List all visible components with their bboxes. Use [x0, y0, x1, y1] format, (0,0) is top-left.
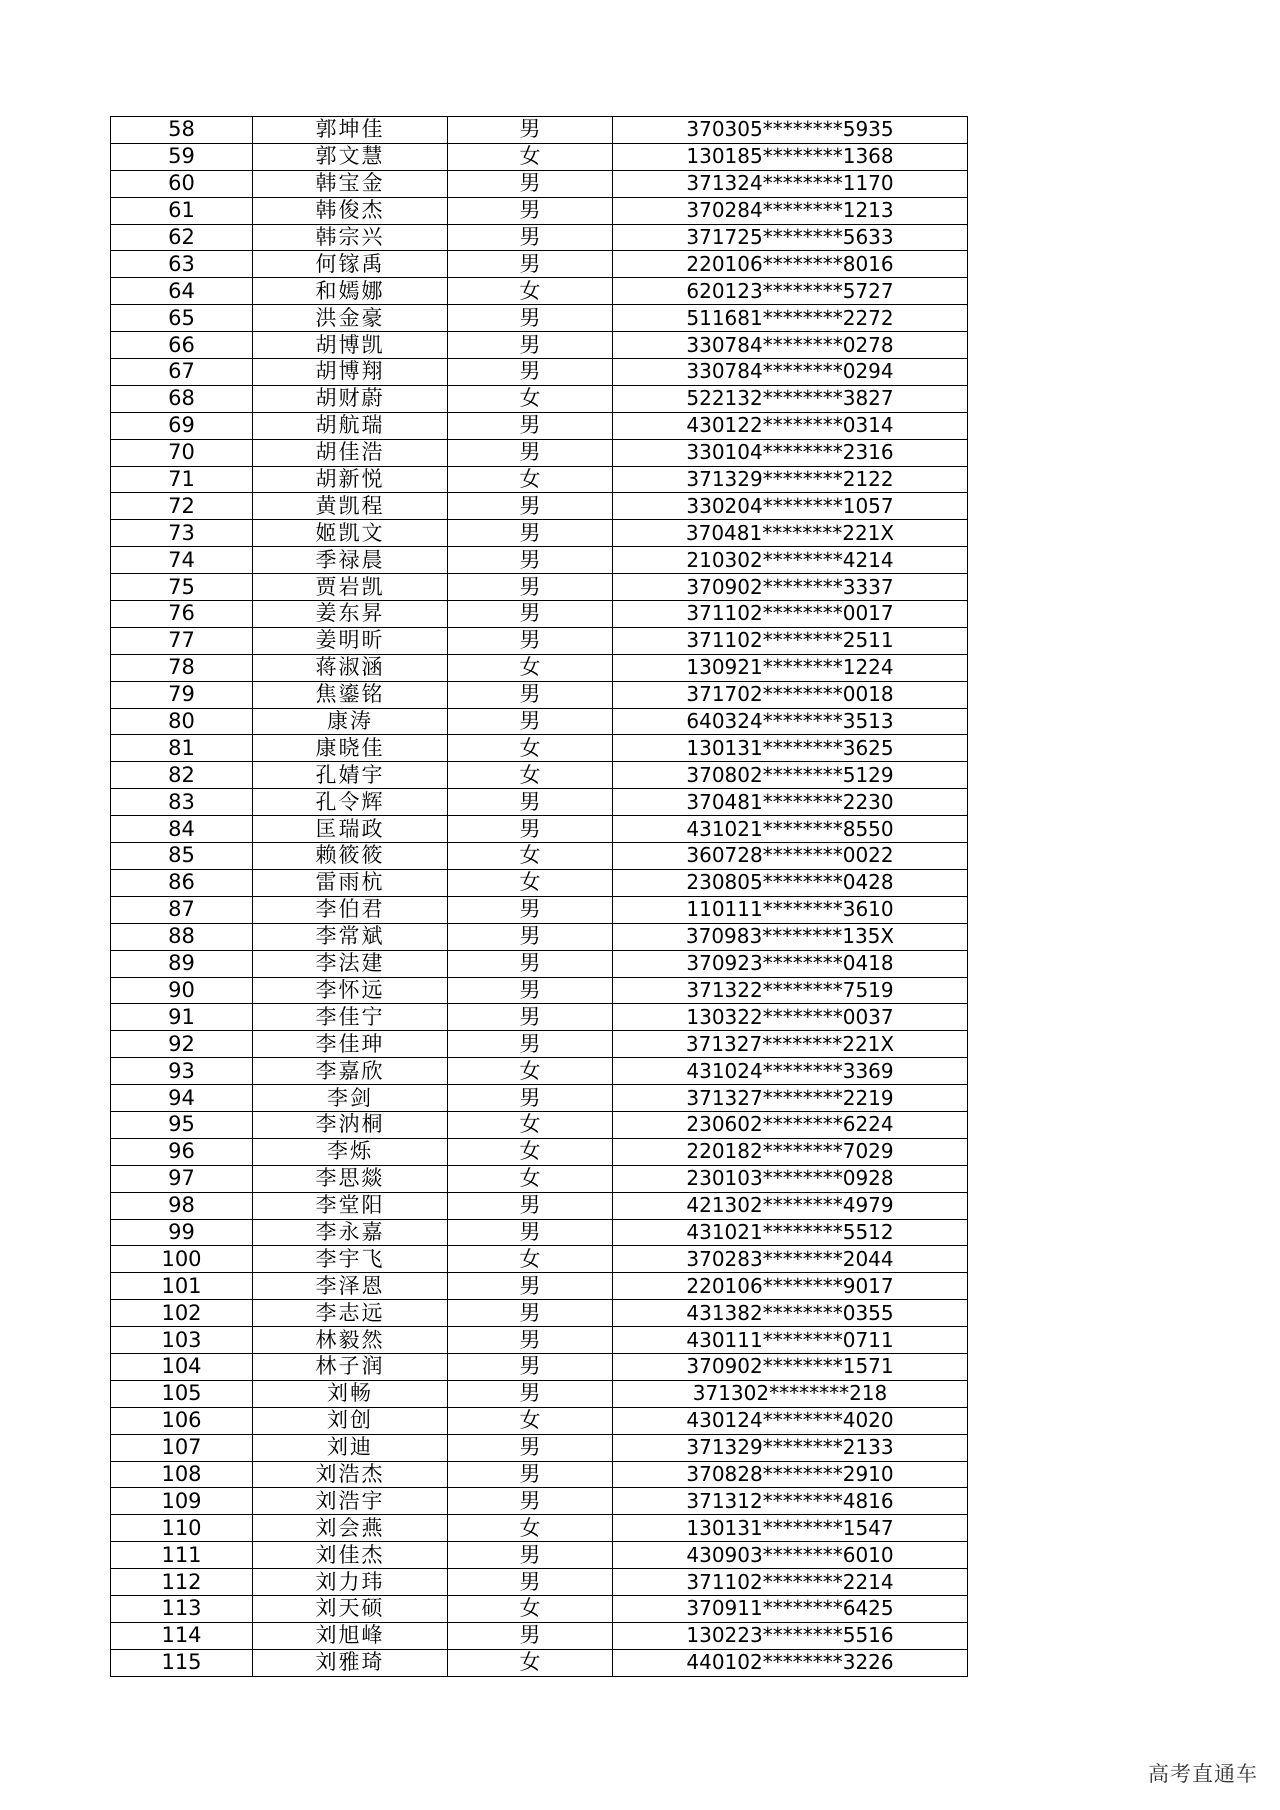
gender-cell: 男	[448, 1542, 613, 1569]
id-number-cell: 370284********1213	[613, 197, 968, 224]
gender-cell: 男	[448, 977, 613, 1004]
row-number-cell: 68	[111, 385, 253, 412]
table-row	[111, 950, 968, 977]
table-row	[111, 1380, 968, 1407]
row-number-cell: 76	[111, 601, 253, 628]
row-number-cell: 66	[111, 332, 253, 359]
student-name-cell: 孔婧宇	[253, 762, 448, 789]
id-number-cell: 370923********0418	[613, 950, 968, 977]
student-name-cell: 洪金豪	[253, 305, 448, 332]
table-row	[111, 843, 968, 870]
table-row	[111, 359, 968, 386]
row-number-cell: 111	[111, 1542, 253, 1569]
gender-cell: 男	[448, 1085, 613, 1112]
row-number-cell: 91	[111, 1004, 253, 1031]
id-number-cell: 230805********0428	[613, 869, 968, 896]
table-row	[111, 1649, 968, 1676]
id-number-cell: 430122********0314	[613, 412, 968, 439]
table-row	[111, 1407, 968, 1434]
table-row	[111, 1273, 968, 1300]
row-number-cell: 84	[111, 816, 253, 843]
student-name-cell: 胡博凯	[253, 332, 448, 359]
id-number-cell: 371312********4816	[613, 1488, 968, 1515]
table-row	[111, 439, 968, 466]
row-number-cell: 110	[111, 1515, 253, 1542]
gender-cell: 男	[448, 1622, 613, 1649]
id-number-cell: 370481********221X	[613, 520, 968, 547]
student-name-cell: 刘会燕	[253, 1515, 448, 1542]
table-row	[111, 278, 968, 305]
id-number-cell: 130131********3625	[613, 735, 968, 762]
student-name-cell: 林毅然	[253, 1327, 448, 1354]
id-number-cell: 220106********8016	[613, 251, 968, 278]
row-number-cell: 67	[111, 359, 253, 386]
row-number-cell: 83	[111, 789, 253, 816]
student-name-cell: 李佳珅	[253, 1031, 448, 1058]
id-number-cell: 330784********0278	[613, 332, 968, 359]
student-name-cell: 李佳宁	[253, 1004, 448, 1031]
id-number-cell: 230103********0928	[613, 1165, 968, 1192]
student-name-cell: 刘佳杰	[253, 1542, 448, 1569]
id-number-cell: 220106********9017	[613, 1273, 968, 1300]
student-name-cell: 李宇飞	[253, 1246, 448, 1273]
id-number-cell: 431382********0355	[613, 1300, 968, 1327]
table-row	[111, 547, 968, 574]
student-name-cell: 李常斌	[253, 923, 448, 950]
row-number-cell: 100	[111, 1246, 253, 1273]
row-number-cell: 86	[111, 869, 253, 896]
student-name-cell: 李永嘉	[253, 1219, 448, 1246]
row-number-cell: 71	[111, 466, 253, 493]
table-row	[111, 197, 968, 224]
student-name-cell: 郭文慧	[253, 143, 448, 170]
id-number-cell: 330204********1057	[613, 493, 968, 520]
id-number-cell: 360728********0022	[613, 843, 968, 870]
gender-cell: 男	[448, 681, 613, 708]
gender-cell: 男	[448, 601, 613, 628]
row-number-cell: 82	[111, 762, 253, 789]
table-row	[111, 117, 968, 144]
student-name-cell: 李怀远	[253, 977, 448, 1004]
student-name-cell: 康晓佳	[253, 735, 448, 762]
row-number-cell: 95	[111, 1111, 253, 1138]
table-row	[111, 654, 968, 681]
row-number-cell: 99	[111, 1219, 253, 1246]
gender-cell: 男	[448, 708, 613, 735]
student-name-cell: 李思燚	[253, 1165, 448, 1192]
table-row	[111, 762, 968, 789]
student-name-cell: 刘雅琦	[253, 1649, 448, 1676]
table-row	[111, 1085, 968, 1112]
id-number-cell: 371327********221X	[613, 1031, 968, 1058]
row-number-cell: 78	[111, 654, 253, 681]
gender-cell: 男	[448, 574, 613, 601]
gender-cell: 男	[448, 1192, 613, 1219]
gender-cell: 男	[448, 1300, 613, 1327]
row-number-cell: 98	[111, 1192, 253, 1219]
row-number-cell: 89	[111, 950, 253, 977]
student-name-cell: 胡博翔	[253, 359, 448, 386]
table-row	[111, 1219, 968, 1246]
table-row	[111, 1515, 968, 1542]
row-number-cell: 113	[111, 1595, 253, 1622]
table-row	[111, 332, 968, 359]
row-number-cell: 106	[111, 1407, 253, 1434]
table-row	[111, 708, 968, 735]
gender-cell: 男	[448, 224, 613, 251]
row-number-cell: 58	[111, 117, 253, 144]
gender-cell: 男	[448, 1380, 613, 1407]
student-name-cell: 蒋淑涵	[253, 654, 448, 681]
table-row	[111, 574, 968, 601]
student-name-cell: 胡财蔚	[253, 385, 448, 412]
id-number-cell: 210302********4214	[613, 547, 968, 574]
roster-table	[110, 116, 968, 1677]
row-number-cell: 70	[111, 439, 253, 466]
student-name-cell: 李堂阳	[253, 1192, 448, 1219]
table-row	[111, 1138, 968, 1165]
student-name-cell: 康涛	[253, 708, 448, 735]
id-number-cell: 440102********3226	[613, 1649, 968, 1676]
student-name-cell: 林子润	[253, 1353, 448, 1380]
id-number-cell: 371324********1170	[613, 170, 968, 197]
table-row	[111, 816, 968, 843]
id-number-cell: 370983********135X	[613, 923, 968, 950]
gender-cell: 男	[448, 950, 613, 977]
id-number-cell: 370911********6425	[613, 1595, 968, 1622]
table-row	[111, 1004, 968, 1031]
student-name-cell: 何镓禹	[253, 251, 448, 278]
id-number-cell: 371329********2133	[613, 1434, 968, 1461]
row-number-cell: 94	[111, 1085, 253, 1112]
gender-cell: 男	[448, 1031, 613, 1058]
gender-cell: 男	[448, 170, 613, 197]
row-number-cell: 103	[111, 1327, 253, 1354]
student-name-cell: 胡佳浩	[253, 439, 448, 466]
watermark-text: 高考直通车	[1148, 1762, 1258, 1786]
table-row	[111, 466, 968, 493]
table-row	[111, 681, 968, 708]
student-name-cell: 姜明昕	[253, 627, 448, 654]
row-number-cell: 74	[111, 547, 253, 574]
gender-cell: 男	[448, 1004, 613, 1031]
table-row	[111, 1595, 968, 1622]
row-number-cell: 81	[111, 735, 253, 762]
student-name-cell: 姬凯文	[253, 520, 448, 547]
student-name-cell: 李剑	[253, 1085, 448, 1112]
table-row	[111, 1569, 968, 1596]
row-number-cell: 64	[111, 278, 253, 305]
id-number-cell: 640324********3513	[613, 708, 968, 735]
gender-cell: 女	[448, 1058, 613, 1085]
id-number-cell: 371302********218	[613, 1380, 968, 1407]
gender-cell: 女	[448, 278, 613, 305]
student-name-cell: 刘浩杰	[253, 1461, 448, 1488]
table-row	[111, 251, 968, 278]
id-number-cell: 220182********7029	[613, 1138, 968, 1165]
student-name-cell: 郭坤佳	[253, 117, 448, 144]
gender-cell: 女	[448, 843, 613, 870]
gender-cell: 男	[448, 359, 613, 386]
id-number-cell: 330784********0294	[613, 359, 968, 386]
gender-cell: 男	[448, 1434, 613, 1461]
table-row	[111, 1246, 968, 1273]
id-number-cell: 431021********8550	[613, 816, 968, 843]
gender-cell: 男	[448, 1461, 613, 1488]
gender-cell: 男	[448, 493, 613, 520]
table-row	[111, 627, 968, 654]
student-name-cell: 和嫣娜	[253, 278, 448, 305]
student-name-cell: 季禄晨	[253, 547, 448, 574]
row-number-cell: 85	[111, 843, 253, 870]
gender-cell: 女	[448, 1111, 613, 1138]
gender-cell: 女	[448, 1246, 613, 1273]
id-number-cell: 371322********7519	[613, 977, 968, 1004]
student-name-cell: 李汭桐	[253, 1111, 448, 1138]
id-number-cell: 430111********0711	[613, 1327, 968, 1354]
table-row	[111, 1353, 968, 1380]
student-name-cell: 刘畅	[253, 1380, 448, 1407]
gender-cell: 女	[448, 869, 613, 896]
row-number-cell: 112	[111, 1569, 253, 1596]
table-row	[111, 1031, 968, 1058]
table-row	[111, 789, 968, 816]
gender-cell: 男	[448, 197, 613, 224]
student-name-cell: 匡瑞政	[253, 816, 448, 843]
gender-cell: 男	[448, 305, 613, 332]
student-name-cell: 胡航瑞	[253, 412, 448, 439]
row-number-cell: 97	[111, 1165, 253, 1192]
gender-cell: 女	[448, 654, 613, 681]
gender-cell: 男	[448, 1569, 613, 1596]
student-name-cell: 贾岩凯	[253, 574, 448, 601]
row-number-cell: 62	[111, 224, 253, 251]
row-number-cell: 88	[111, 923, 253, 950]
student-name-cell: 李泽恩	[253, 1273, 448, 1300]
gender-cell: 男	[448, 412, 613, 439]
table-row	[111, 735, 968, 762]
table-row	[111, 224, 968, 251]
student-name-cell: 刘旭峰	[253, 1622, 448, 1649]
student-name-cell: 李嘉欣	[253, 1058, 448, 1085]
id-number-cell: 370902********3337	[613, 574, 968, 601]
row-number-cell: 101	[111, 1273, 253, 1300]
gender-cell: 女	[448, 1595, 613, 1622]
gender-cell: 男	[448, 627, 613, 654]
gender-cell: 男	[448, 520, 613, 547]
id-number-cell: 230602********6224	[613, 1111, 968, 1138]
row-number-cell: 92	[111, 1031, 253, 1058]
gender-cell: 女	[448, 143, 613, 170]
gender-cell: 女	[448, 466, 613, 493]
row-number-cell: 73	[111, 520, 253, 547]
id-number-cell: 371102********0017	[613, 601, 968, 628]
table-row	[111, 520, 968, 547]
row-number-cell: 79	[111, 681, 253, 708]
id-number-cell: 430903********6010	[613, 1542, 968, 1569]
student-name-cell: 刘浩宇	[253, 1488, 448, 1515]
row-number-cell: 108	[111, 1461, 253, 1488]
table-row	[111, 1542, 968, 1569]
student-name-cell: 赖筱筱	[253, 843, 448, 870]
row-number-cell: 59	[111, 143, 253, 170]
student-name-cell: 雷雨杭	[253, 869, 448, 896]
table-row	[111, 1300, 968, 1327]
gender-cell: 男	[448, 816, 613, 843]
row-number-cell: 72	[111, 493, 253, 520]
row-number-cell: 90	[111, 977, 253, 1004]
id-number-cell: 371102********2214	[613, 1569, 968, 1596]
row-number-cell: 63	[111, 251, 253, 278]
gender-cell: 男	[448, 923, 613, 950]
gender-cell: 男	[448, 332, 613, 359]
id-number-cell: 370283********2044	[613, 1246, 968, 1273]
row-number-cell: 75	[111, 574, 253, 601]
student-name-cell: 胡新悦	[253, 466, 448, 493]
id-number-cell: 130223********5516	[613, 1622, 968, 1649]
row-number-cell: 77	[111, 627, 253, 654]
gender-cell: 女	[448, 385, 613, 412]
id-number-cell: 431024********3369	[613, 1058, 968, 1085]
table-row	[111, 1111, 968, 1138]
student-name-cell: 刘天硕	[253, 1595, 448, 1622]
gender-cell: 男	[448, 789, 613, 816]
gender-cell: 女	[448, 762, 613, 789]
student-name-cell: 刘创	[253, 1407, 448, 1434]
id-number-cell: 370828********2910	[613, 1461, 968, 1488]
id-number-cell: 371702********0018	[613, 681, 968, 708]
gender-cell: 男	[448, 439, 613, 466]
id-number-cell: 110111********3610	[613, 896, 968, 923]
student-name-cell: 李伯君	[253, 896, 448, 923]
student-name-cell: 韩宗兴	[253, 224, 448, 251]
table-row	[111, 1327, 968, 1354]
gender-cell: 男	[448, 1488, 613, 1515]
gender-cell: 男	[448, 1327, 613, 1354]
table-row	[111, 977, 968, 1004]
row-number-cell: 105	[111, 1380, 253, 1407]
student-name-cell: 刘力玮	[253, 1569, 448, 1596]
row-number-cell: 104	[111, 1353, 253, 1380]
table-row	[111, 1192, 968, 1219]
student-name-cell: 韩宝金	[253, 170, 448, 197]
id-number-cell: 370902********1571	[613, 1353, 968, 1380]
student-name-cell: 焦鎏铭	[253, 681, 448, 708]
gender-cell: 男	[448, 547, 613, 574]
id-number-cell: 130921********1224	[613, 654, 968, 681]
gender-cell: 男	[448, 1219, 613, 1246]
id-number-cell: 430124********4020	[613, 1407, 968, 1434]
id-number-cell: 371327********2219	[613, 1085, 968, 1112]
id-number-cell: 370305********5935	[613, 117, 968, 144]
student-name-cell: 姜东昇	[253, 601, 448, 628]
student-name-cell: 刘迪	[253, 1434, 448, 1461]
id-number-cell: 620123********5727	[613, 278, 968, 305]
gender-cell: 女	[448, 1138, 613, 1165]
id-number-cell: 421302********4979	[613, 1192, 968, 1219]
table-row	[111, 601, 968, 628]
id-number-cell: 371329********2122	[613, 466, 968, 493]
row-number-cell: 114	[111, 1622, 253, 1649]
table-row	[111, 385, 968, 412]
gender-cell: 男	[448, 1273, 613, 1300]
row-number-cell: 115	[111, 1649, 253, 1676]
table-row	[111, 1461, 968, 1488]
table-row	[111, 1058, 968, 1085]
table-row	[111, 923, 968, 950]
id-number-cell: 130322********0037	[613, 1004, 968, 1031]
id-number-cell: 330104********2316	[613, 439, 968, 466]
table-row	[111, 869, 968, 896]
table-row	[111, 1488, 968, 1515]
row-number-cell: 93	[111, 1058, 253, 1085]
id-number-cell: 511681********2272	[613, 305, 968, 332]
row-number-cell: 61	[111, 197, 253, 224]
table-row	[111, 412, 968, 439]
table-row	[111, 896, 968, 923]
row-number-cell: 107	[111, 1434, 253, 1461]
gender-cell: 女	[448, 1407, 613, 1434]
student-name-cell: 孔令辉	[253, 789, 448, 816]
student-name-cell: 李法建	[253, 950, 448, 977]
table-row	[111, 1622, 968, 1649]
student-name-cell: 李志远	[253, 1300, 448, 1327]
table-row	[111, 493, 968, 520]
id-number-cell: 130185********1368	[613, 143, 968, 170]
row-number-cell: 69	[111, 412, 253, 439]
gender-cell: 女	[448, 735, 613, 762]
table-row	[111, 143, 968, 170]
id-number-cell: 370802********5129	[613, 762, 968, 789]
row-number-cell: 87	[111, 896, 253, 923]
row-number-cell: 65	[111, 305, 253, 332]
gender-cell: 女	[448, 1515, 613, 1542]
gender-cell: 男	[448, 117, 613, 144]
row-number-cell: 96	[111, 1138, 253, 1165]
row-number-cell: 80	[111, 708, 253, 735]
id-number-cell: 371725********5633	[613, 224, 968, 251]
student-name-cell: 李烁	[253, 1138, 448, 1165]
gender-cell: 女	[448, 1649, 613, 1676]
id-number-cell: 522132********3827	[613, 385, 968, 412]
table-row	[111, 1434, 968, 1461]
id-number-cell: 431021********5512	[613, 1219, 968, 1246]
table-row	[111, 305, 968, 332]
id-number-cell: 371102********2511	[613, 627, 968, 654]
table-row	[111, 170, 968, 197]
gender-cell: 女	[448, 1165, 613, 1192]
id-number-cell: 130131********1547	[613, 1515, 968, 1542]
row-number-cell: 109	[111, 1488, 253, 1515]
row-number-cell: 60	[111, 170, 253, 197]
roster-body	[111, 117, 968, 1677]
student-name-cell: 黄凯程	[253, 493, 448, 520]
gender-cell: 男	[448, 251, 613, 278]
gender-cell: 男	[448, 1353, 613, 1380]
student-name-cell: 韩俊杰	[253, 197, 448, 224]
gender-cell: 男	[448, 896, 613, 923]
row-number-cell: 102	[111, 1300, 253, 1327]
table-row	[111, 1165, 968, 1192]
id-number-cell: 370481********2230	[613, 789, 968, 816]
